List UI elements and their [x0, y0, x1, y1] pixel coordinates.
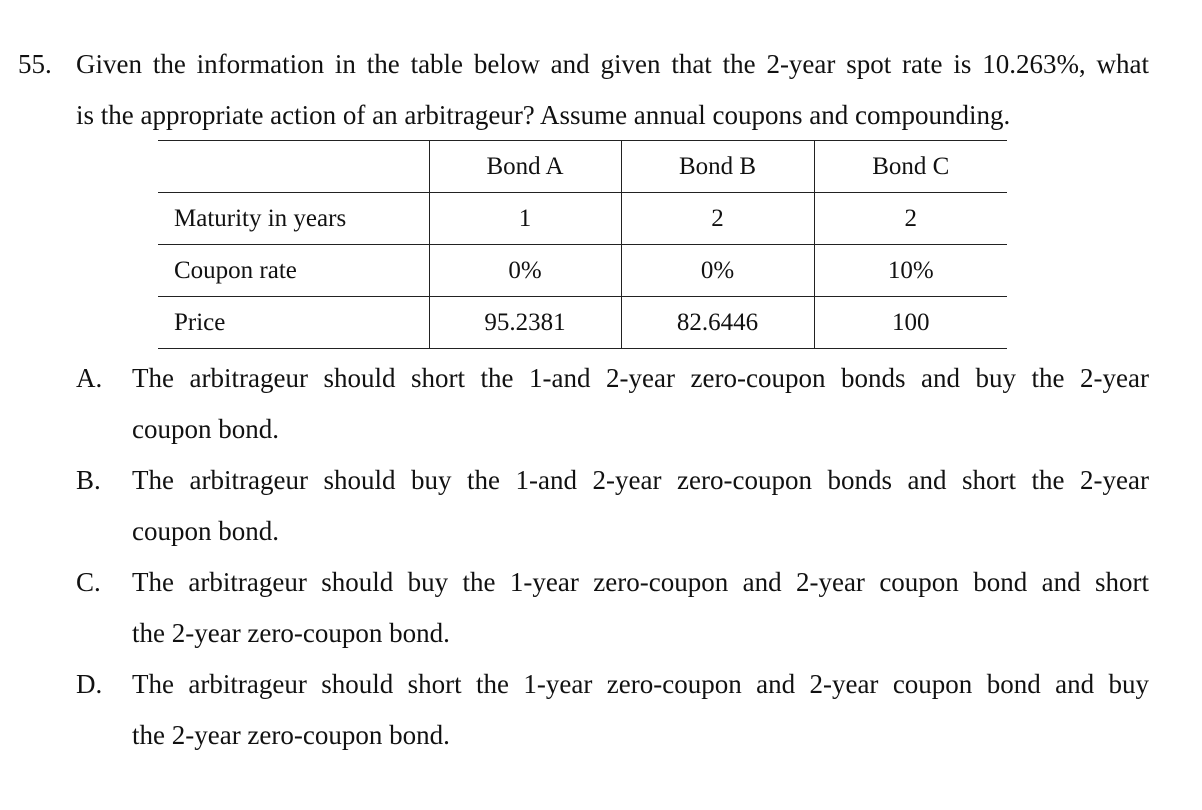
- question-text-line-2: is the appropriate action of an arbitrageur? Assume annual coupons and compounding.: [76, 100, 1011, 130]
- cell-maturity-bond-b: 2: [621, 193, 814, 245]
- cell-maturity-bond-a: 1: [429, 193, 621, 245]
- option-text-b-line-1: The arbitrageur should buy the 1-and 2-year zero-coupon bonds and short the 2-year: [132, 465, 1149, 495]
- option-letter-b: B.: [76, 465, 101, 495]
- table-header-bond-b: Bond B: [621, 141, 814, 193]
- row-label-coupon-rate: Coupon rate: [158, 245, 429, 297]
- question-number: 55.: [18, 49, 52, 79]
- option-letter-d: D.: [76, 669, 103, 699]
- cell-price-bond-a: 95.2381: [429, 297, 621, 349]
- table-row-coupon-rate: [158, 245, 1007, 297]
- option-letter-c: C.: [76, 567, 101, 597]
- option-text-d-line-1: The arbitrageur should short the 1-year zero-coupon and 2-year coupon bond and buy: [132, 669, 1149, 699]
- table-header-row: [158, 141, 1007, 193]
- option-letter-a: A.: [76, 363, 103, 393]
- option-text-d-line-2: the 2-year zero-coupon bond.: [132, 720, 450, 750]
- cell-price-bond-c: 100: [814, 297, 1007, 349]
- table-header-bond-a: Bond A: [429, 141, 621, 193]
- cell-coupon-bond-b: 0%: [621, 245, 814, 297]
- table-header-blank: [158, 141, 429, 193]
- cell-maturity-bond-c: 2: [814, 193, 1007, 245]
- row-label-price: Price: [158, 297, 429, 349]
- option-text-b-line-2: coupon bond.: [132, 516, 279, 546]
- option-text-c-line-1: The arbitrageur should buy the 1-year zero-coupon and 2-year coupon bond and short: [132, 567, 1149, 597]
- cell-coupon-bond-c: 10%: [814, 245, 1007, 297]
- row-label-maturity: Maturity in years: [158, 193, 429, 245]
- cell-price-bond-b: 82.6446: [621, 297, 814, 349]
- cell-coupon-bond-a: 0%: [429, 245, 621, 297]
- table-row-maturity: [158, 193, 1007, 245]
- table-header-bond-c: Bond C: [814, 141, 1007, 193]
- option-text-a-line-1: The arbitrageur should short the 1-and 2-year zero-coupon bonds and buy the 2-year: [132, 363, 1149, 393]
- table-row-price: [158, 297, 1007, 349]
- bond-table: [158, 140, 1007, 349]
- question-text-line-1: Given the information in the table below and given that the 2-year spot rate is 10.263%, what: [76, 49, 1149, 79]
- option-text-a-line-2: coupon bond.: [132, 414, 279, 444]
- option-text-c-line-2: the 2-year zero-coupon bond.: [132, 618, 450, 648]
